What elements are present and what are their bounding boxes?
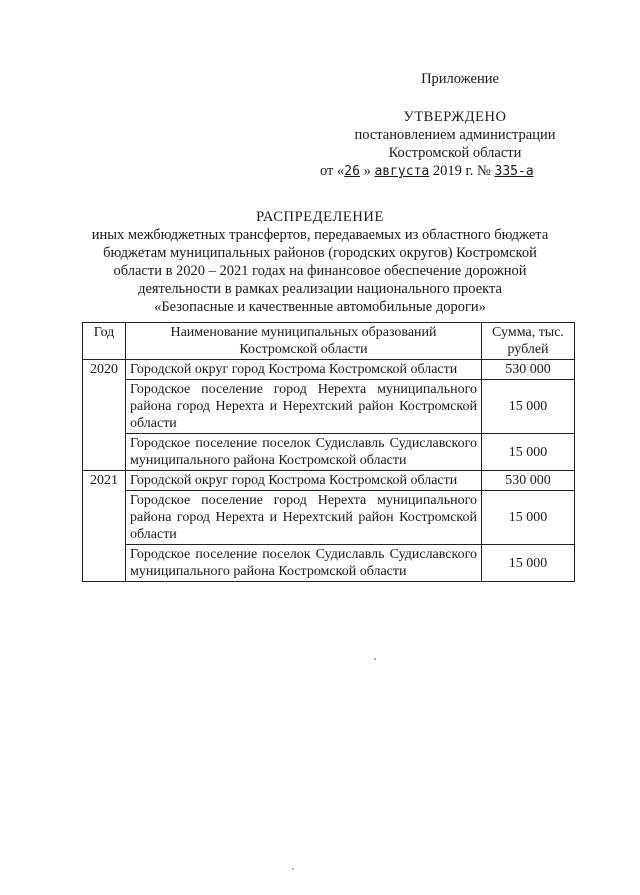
date-month: августа bbox=[374, 164, 430, 179]
heading-line-4: деятельности в рамках реализации национального проекта bbox=[138, 281, 502, 297]
date-day: 26 bbox=[344, 164, 360, 179]
sum-cell: 15 000 bbox=[482, 491, 575, 545]
heading-line-1: иных межбюджетных трансфертов, передаваемых из областного бюджета bbox=[91, 227, 549, 243]
municipality-cell: Городское поселение город Нерехта муниципального района город Нерехта и Нерехтский район Костромской области bbox=[126, 491, 482, 545]
approved-by-text: постановлением администрации bbox=[354, 127, 556, 143]
header-sum: Сумма, тыс. рублей bbox=[482, 323, 575, 360]
table-row bbox=[83, 434, 575, 471]
sum-cell: 15 000 bbox=[482, 380, 575, 434]
year-cell-2020: 2020 bbox=[83, 360, 126, 471]
municipality-cell: Городской округ город Кострома Костромской области bbox=[126, 360, 482, 380]
approved-region-text: Костромской области bbox=[388, 145, 522, 161]
date-year: 2019 г. № bbox=[429, 163, 495, 179]
municipality-cell: Городской округ город Кострома Костромской области bbox=[126, 471, 482, 491]
document-title: РАСПРЕДЕЛЕНИЕ bbox=[256, 209, 384, 225]
table-row bbox=[83, 471, 575, 491]
heading-line-5: «Безопасные и качественные автомобильные дороги» bbox=[154, 299, 486, 315]
date-separator: » bbox=[359, 163, 375, 179]
heading-line-3: области в 2020 – 2021 годах на финансовое обеспечение дорожной bbox=[113, 263, 527, 279]
sum-cell: 530 000 bbox=[482, 360, 575, 380]
table-row bbox=[83, 545, 575, 582]
date-prefix: от « bbox=[320, 163, 345, 179]
table-row bbox=[83, 380, 575, 434]
appendix-label: Приложение bbox=[421, 71, 499, 87]
municipality-cell: Городское поселение поселок Судиславль Судиславского муниципального района Костромской области bbox=[126, 434, 482, 471]
document-heading bbox=[60, 208, 580, 316]
decree-number-suffix: -а bbox=[518, 164, 534, 179]
distribution-table bbox=[82, 322, 575, 582]
table-row bbox=[83, 491, 575, 545]
approved-stamp-text: УТВЕРЖДЕНО bbox=[403, 109, 507, 125]
heading-line-2: бюджетам муниципальных районов (городских округов) Костромской bbox=[103, 245, 537, 261]
approval-date-line bbox=[320, 162, 620, 181]
sum-cell: 15 000 bbox=[482, 545, 575, 582]
header-year: Год bbox=[83, 323, 126, 360]
scan-speck bbox=[374, 658, 376, 660]
municipality-cell: Городское поселение поселок Судиславль Судиславского муниципального района Костромской области bbox=[126, 545, 482, 582]
header-name: Наименование муниципальных образований Костромской области bbox=[126, 323, 482, 360]
decree-number: 335 bbox=[494, 164, 518, 179]
table-header-row bbox=[83, 323, 575, 360]
municipality-cell: Городское поселение город Нерехта муниципального района город Нерехта и Нерехтский район Костромской области bbox=[126, 380, 482, 434]
scan-speck bbox=[292, 868, 294, 870]
sum-cell: 530 000 bbox=[482, 471, 575, 491]
table-row bbox=[83, 360, 575, 380]
year-cell-2021: 2021 bbox=[83, 471, 126, 582]
sum-cell: 15 000 bbox=[482, 434, 575, 471]
